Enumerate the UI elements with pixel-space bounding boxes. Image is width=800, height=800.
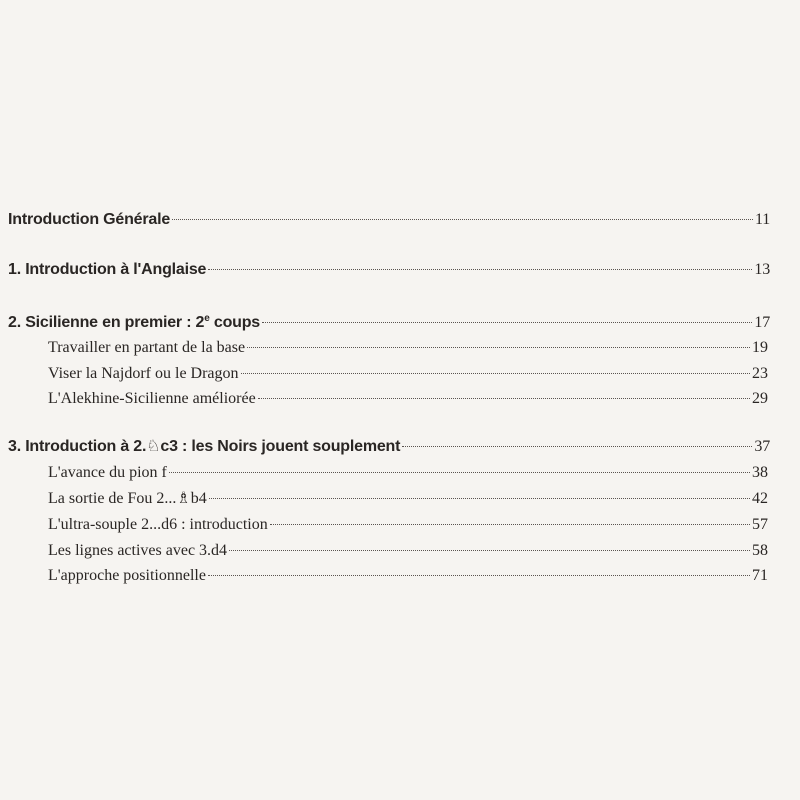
toc-entry-title: 2. Sicilienne en premier : 2e coups [8,313,261,331]
toc-page-number: 57 [752,516,768,533]
toc-page-number: 13 [754,261,770,278]
dot-leader [241,373,750,374]
toc-entry-chapter-1 [8,260,770,280]
dot-leader [172,219,753,220]
toc-entry-title: 1. Introduction à l'Anglaise [8,261,207,278]
toc-page-number: 19 [752,339,768,356]
dot-leader [208,575,750,576]
toc-subentry-title: Travailler en partant de la base [48,339,246,356]
toc-subentry [48,364,768,384]
toc-entry-title: 3. Introduction à 2.♘c3 : les Noirs jouent souplement [8,438,401,455]
toc-subentry-title: L'avance du pion f [48,464,167,481]
dot-leader [229,550,750,551]
toc-subentry-title: La sortie de Fou 2...♗b4 [48,490,207,507]
dot-leader [262,322,752,323]
toc-subentry [48,515,768,535]
toc-subentry [48,566,768,586]
dot-leader [169,472,750,473]
toc-subentry [48,389,768,409]
dot-leader [209,498,750,499]
toc-page-number: 38 [752,464,768,481]
toc-page-number: 37 [754,438,770,455]
toc-page-number: 42 [752,490,768,507]
toc-subentry [48,489,768,509]
toc-subentry [48,541,768,561]
toc-subentry [48,463,768,483]
dot-leader [258,398,750,399]
toc-page-number: 29 [752,390,768,407]
toc-subentry-title: L'ultra-souple 2...d6 : introduction [48,516,268,533]
toc-entry-chapter-2 [8,313,770,333]
toc-page-number: 58 [752,542,768,559]
toc-entry-title: Introduction Générale [8,211,171,228]
toc-page-number: 71 [752,567,768,584]
dot-leader [402,446,752,447]
toc-page-number: 17 [754,314,770,331]
toc-subentry-title: L'Alekhine-Sicilienne améliorée [48,390,256,407]
dot-leader [270,524,750,525]
dot-leader [208,269,752,270]
toc-subentry [48,338,768,358]
toc-entry-introduction-generale [8,210,770,230]
toc-entry-chapter-3 [8,437,770,457]
toc-subentry-title: Viser la Najdorf ou le Dragon [48,365,239,382]
toc-page-number: 11 [754,211,770,228]
toc-subentry-title: L'approche positionnelle [48,567,206,584]
toc-subentry-title: Les lignes actives avec 3.d4 [48,542,228,559]
dot-leader [247,347,750,348]
toc-page-number: 23 [752,365,768,382]
